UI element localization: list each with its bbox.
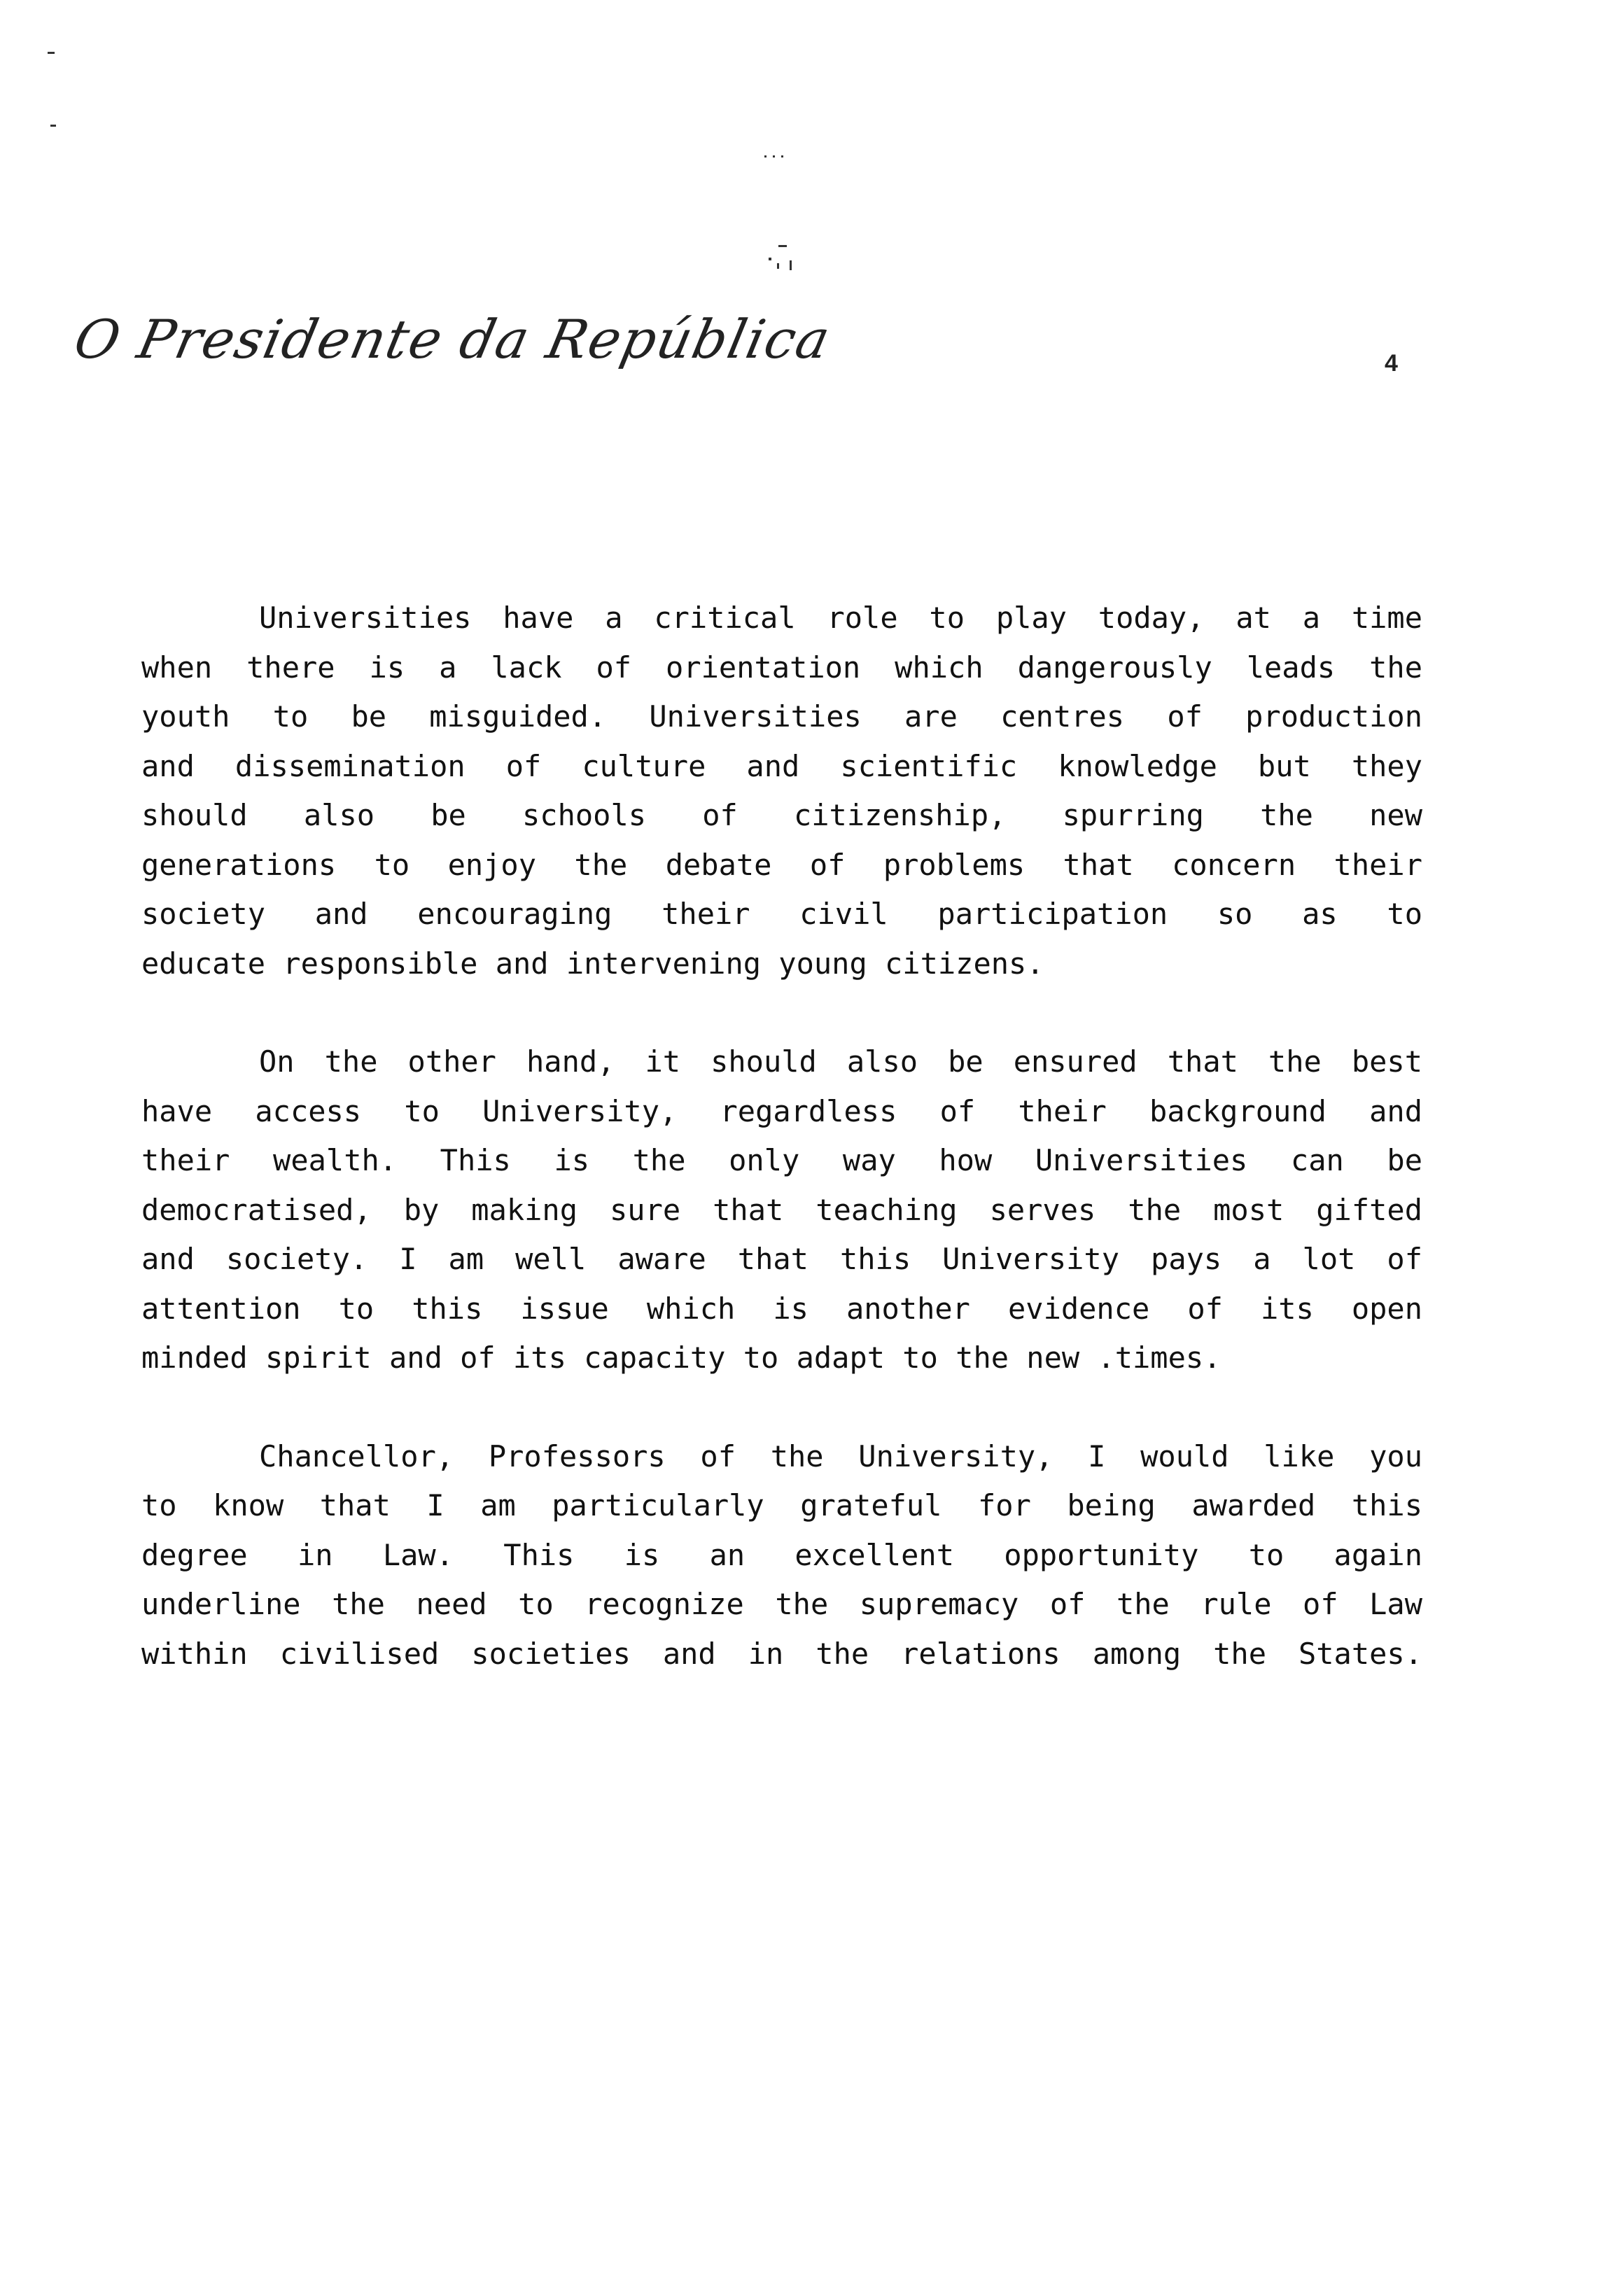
scan-mark <box>50 125 56 127</box>
text-line: society and encouraging their civil participation so as to <box>141 897 1422 931</box>
text-line: Universities have a critical role to play today, at a time <box>259 601 1422 635</box>
text-line: degree in Law. This is an excellent opportunity to again <box>141 1537 1422 1572</box>
text-line: have access to University, regardless of their background and <box>141 1093 1422 1128</box>
page-number: 4 <box>1385 350 1398 377</box>
text-line: generations to enjoy the debate of problems that concern their <box>141 847 1422 882</box>
scan-mark <box>48 52 55 54</box>
text-line: minded spirit and of its capacity to adapt to the new .times. <box>141 1340 1222 1375</box>
text-line: to know that I am particularly grateful for being awarded this <box>141 1488 1422 1522</box>
text-line: and society. I am well aware that this University pays a lot of <box>141 1242 1422 1276</box>
scan-mark <box>769 258 771 260</box>
scan-mark <box>778 245 787 247</box>
text-line: when there is a lack of orientation which dangerously leads the <box>141 650 1422 685</box>
text-line: underline the need to recognize the supremacy of the rule of Law <box>141 1587 1422 1621</box>
text-line: within civilised societies and in the relations among the States. <box>141 1636 1422 1671</box>
body-text <box>141 594 1422 1728</box>
text-line: Chancellor, Professors of the University, I would like you <box>259 1438 1422 1474</box>
scan-mark <box>773 155 775 158</box>
paragraph <box>141 594 1422 988</box>
text-line: should also be schools of citizenship, spurring the new <box>141 798 1422 832</box>
text-line: attention to this issue which is another evidence of its open <box>141 1291 1422 1326</box>
scan-mark <box>764 155 766 158</box>
text-line: On the other hand, it should also be ensured that the best <box>259 1044 1422 1079</box>
text-line: their wealth. This is the only way how Universities can be <box>141 1143 1422 1177</box>
text-line: and dissemination of culture and scientific knowledge but they <box>141 748 1422 783</box>
paragraph <box>141 1037 1422 1383</box>
paragraph <box>141 1432 1422 1679</box>
text-line: youth to be misguided. Universities are centres of production <box>141 699 1422 734</box>
text-line: educate responsible and intervening young citizens. <box>141 946 1044 981</box>
scan-mark <box>790 260 792 270</box>
text-line: democratised, by making sure that teaching serves the most gifted <box>141 1192 1422 1227</box>
scan-mark <box>777 263 779 269</box>
scan-mark <box>781 155 783 158</box>
letterhead: O Presidente da República <box>69 308 836 370</box>
